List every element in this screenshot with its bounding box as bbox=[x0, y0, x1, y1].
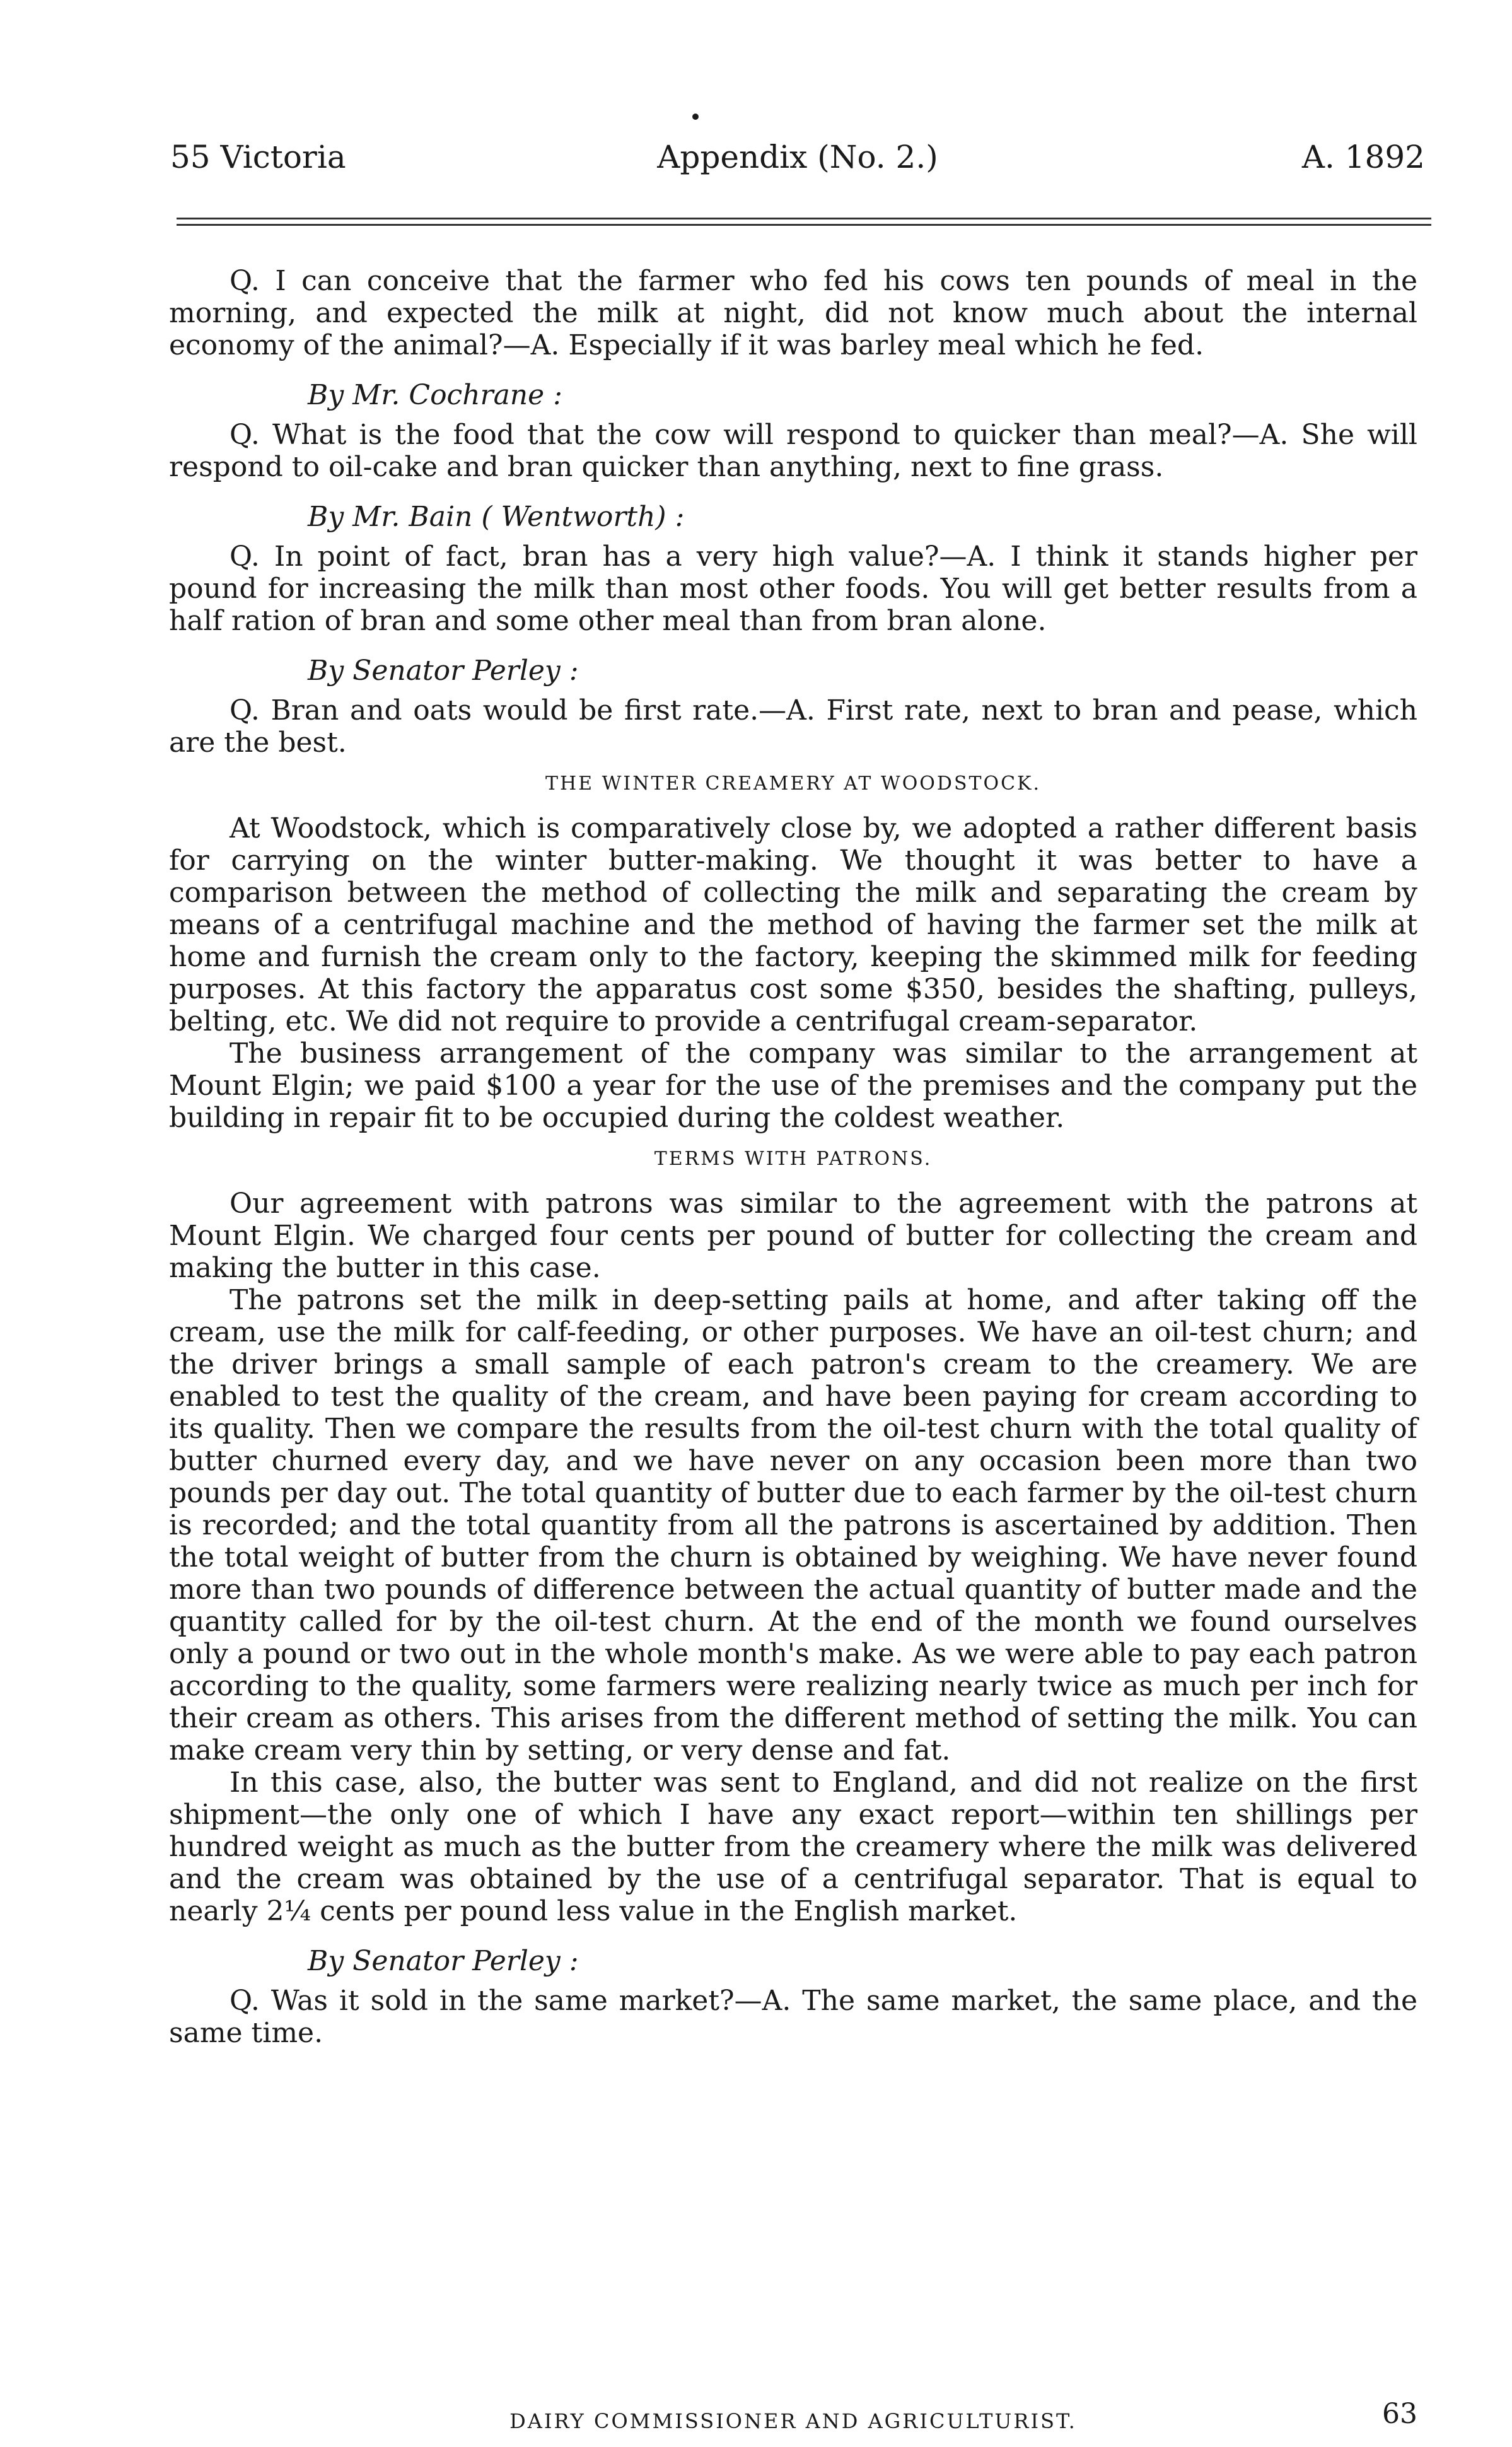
footer-title: DAIRY COMMISSIONER AND AGRICULTURIST. bbox=[509, 2409, 1077, 2433]
header-rule-top bbox=[177, 218, 1431, 219]
header-left: 55 Victoria bbox=[170, 139, 346, 175]
paragraph: Q. Was it sold in the same market?—A. The same market, the same place, and the same time. bbox=[169, 1985, 1417, 2049]
running-header bbox=[170, 139, 1425, 196]
paragraph: At Woodstock, which is comparatively close by, we adopted a rather different basis for carrying on the winter butter-making. We thought it was better to have a comparison between the method of collecting the milk and separating the cream by means of a centrifugal machine and the method of having the farmer set the milk at home and furnish the cream only to the factory, keeping the skimmed milk for feeding purposes. At this factory the apparatus cost some $350, besides the shafting, pulleys, belting, etc. We did not require to provide a centrifugal cream-separator. bbox=[169, 812, 1417, 1037]
page-number: 63 bbox=[1382, 2398, 1417, 2430]
speaker-line: By Mr. Cochrane : bbox=[308, 379, 562, 411]
running-footer bbox=[169, 2398, 1417, 2447]
paragraph: Q. In point of fact, bran has a very high value?—A. I think it stands higher per pound for increasing the milk than most other foods. You will get better results from a half ration of bran and some other meal than from bran alone. bbox=[169, 540, 1417, 637]
paragraph: In this case, also, the butter was sent to England, and did not realize on the first shipment—the only one of which I have any exact report—within ten shillings per hundred weight as much as the butter from the creamery where the milk was delivered and the cream was obtained by the use of a centrifugal separator. That is equal to nearly 2¼ cents per pound less value in the English market. bbox=[169, 1767, 1417, 1927]
paragraph: The business arrangement of the company was similar to the arrangement at Mount Elgin; we paid $100 a year for the use of the premises and the company put the building in repair fit to be occupied during the coldest weather. bbox=[169, 1037, 1417, 1134]
speaker-line: By Senator Perley : bbox=[308, 655, 579, 687]
paragraph: Q. What is the food that the cow will respond to quicker than meal?—A. She will respond to oil-cake and bran quicker than anything, next to fine grass. bbox=[169, 419, 1417, 483]
section-heading: TERMS WITH PATRONS. bbox=[654, 1148, 933, 1170]
header-center: Appendix (No. 2.) bbox=[657, 139, 938, 175]
body-text bbox=[169, 265, 1417, 2049]
paragraph: Our agreement with patrons was similar to the agreement with the patrons at Mount Elgin. We charged four cents per pound of butter for collecting the cream and making the butter in this case. bbox=[169, 1188, 1417, 1284]
header-dot bbox=[692, 114, 699, 120]
speaker-line: By Mr. Bain ( Wentworth) : bbox=[308, 501, 685, 533]
header-rule-bottom bbox=[177, 224, 1431, 226]
paragraph: Q. I can conceive that the farmer who fed his cows ten pounds of meal in the morning, and expected the milk at night, did not know much about the internal economy of the animal?—A. Especially if it was barley meal which he fed. bbox=[169, 265, 1417, 361]
paragraph: The patrons set the milk in deep-setting pails at home, and after taking off the cream, use the milk for calf-feeding, or other purposes. We have an oil-test churn; and the driver brings a small sample of each patron's cream to the creamery. We are enabled to test the quality of the cream, and have been paying for cream according to its quality. Then we compare the results from the oil-test churn with the total quality of butter churned every day, and we have never on any occasion been more than two pounds per day out. The total quantity of butter due to each farmer by the oil-test churn is recorded; and the total quantity from all the patrons is ascertained by addition. Then the total weight of butter from the churn is obtained by weighing. We have never found more than two pounds of difference between the actual quantity of butter made and the quantity called for by the oil-test churn. At the end of the month we found ourselves only a pound or two out in the whole month's make. As we were able to pay each patron according to the quality, some farmers were realizing nearly twice as much per inch for their cream as others. This arises from the different method of setting the milk. You can make cream very thin by setting, or very dense and fat. bbox=[169, 1284, 1417, 1767]
section-heading: THE WINTER CREAMERY AT WOODSTOCK. bbox=[545, 773, 1041, 795]
header-right: A. 1892 bbox=[1301, 139, 1425, 175]
speaker-line: By Senator Perley : bbox=[308, 1945, 579, 1977]
paragraph: Q. Bran and oats would be first rate.—A. First rate, next to bran and pease, which are the best. bbox=[169, 694, 1417, 759]
